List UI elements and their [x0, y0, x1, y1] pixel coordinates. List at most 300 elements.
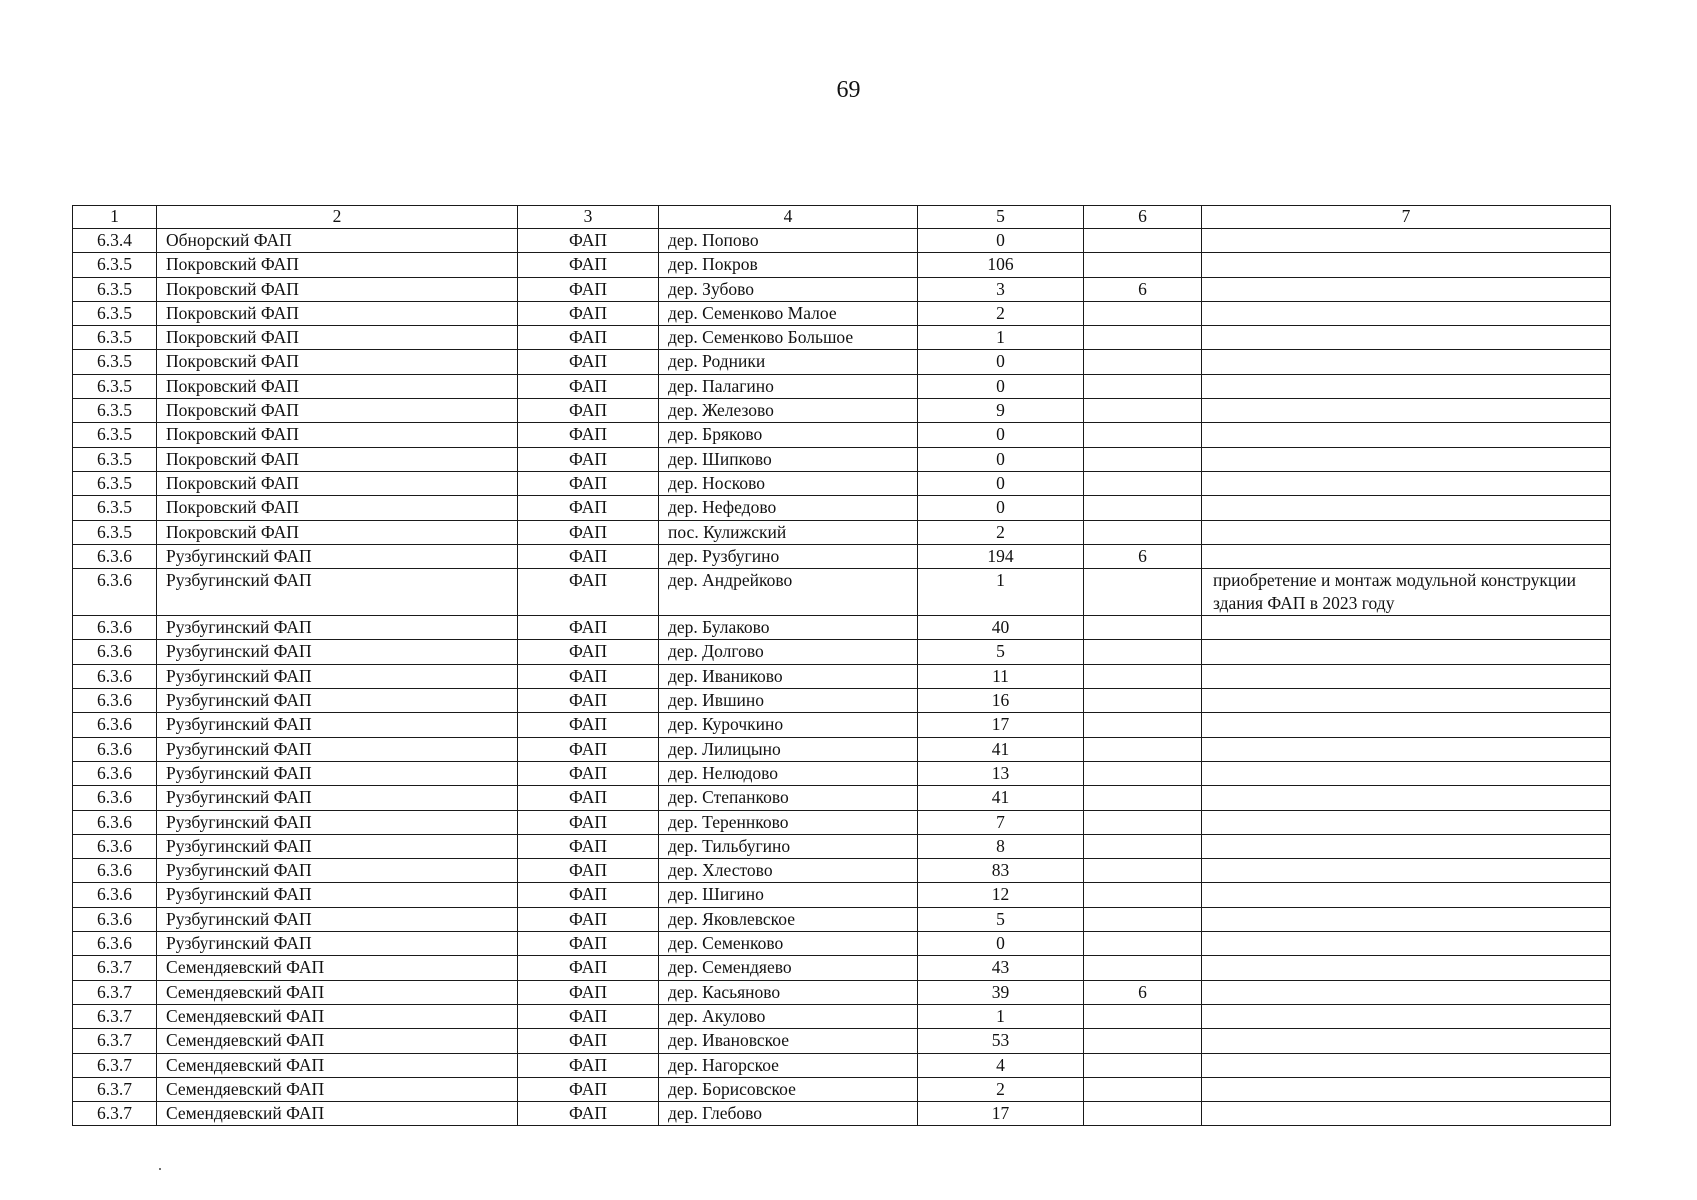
cell-distance	[1084, 423, 1202, 447]
cell-distance	[1084, 761, 1202, 785]
cell-note	[1202, 786, 1611, 810]
cell-population: 0	[918, 447, 1084, 471]
cell-type: ФАП	[518, 664, 659, 688]
cell-number: 6.3.5	[73, 277, 157, 301]
cell-number: 6.3.5	[73, 471, 157, 495]
cell-number: 6.3.7	[73, 1102, 157, 1126]
cell-fap-name: Семендяевский ФАП	[157, 1077, 518, 1101]
cell-type: ФАП	[518, 980, 659, 1004]
cell-number: 6.3.6	[73, 761, 157, 785]
table-row	[73, 301, 1611, 325]
cell-note	[1202, 399, 1611, 423]
table-row	[73, 1004, 1611, 1028]
header-cell-fap-name: 2	[157, 206, 518, 229]
header-cell-distance: 6	[1084, 206, 1202, 229]
cell-distance	[1084, 810, 1202, 834]
cell-fap-name: Покровский ФАП	[157, 496, 518, 520]
cell-type: ФАП	[518, 569, 659, 616]
cell-fap-name: Рузбугинский ФАП	[157, 932, 518, 956]
cell-population: 4	[918, 1053, 1084, 1077]
cell-distance	[1084, 932, 1202, 956]
cell-population: 17	[918, 1102, 1084, 1126]
table-row	[73, 1053, 1611, 1077]
cell-population: 0	[918, 496, 1084, 520]
cell-type: ФАП	[518, 786, 659, 810]
cell-fap-name: Рузбугинский ФАП	[157, 834, 518, 858]
cell-population: 7	[918, 810, 1084, 834]
header-cell-type: 3	[518, 206, 659, 229]
cell-population: 0	[918, 423, 1084, 447]
cell-note	[1202, 737, 1611, 761]
table-body	[73, 229, 1611, 1126]
cell-fap-name: Покровский ФАП	[157, 399, 518, 423]
cell-type: ФАП	[518, 1053, 659, 1077]
cell-distance	[1084, 326, 1202, 350]
cell-note	[1202, 326, 1611, 350]
cell-settlement: дер. Акулово	[659, 1004, 918, 1028]
cell-fap-name: Рузбугинский ФАП	[157, 569, 518, 616]
cell-population: 3	[918, 277, 1084, 301]
cell-settlement: дер. Шипково	[659, 447, 918, 471]
settlements-table	[72, 205, 1611, 1126]
table-row	[73, 713, 1611, 737]
cell-number: 6.3.5	[73, 301, 157, 325]
cell-population: 0	[918, 932, 1084, 956]
cell-population: 39	[918, 980, 1084, 1004]
cell-settlement: дер. Иваниково	[659, 664, 918, 688]
cell-distance	[1084, 399, 1202, 423]
cell-type: ФАП	[518, 471, 659, 495]
cell-type: ФАП	[518, 883, 659, 907]
table-row	[73, 786, 1611, 810]
cell-distance	[1084, 471, 1202, 495]
cell-settlement: дер. Ившино	[659, 689, 918, 713]
table-row	[73, 616, 1611, 640]
cell-note	[1202, 496, 1611, 520]
cell-note	[1202, 956, 1611, 980]
cell-population: 0	[918, 229, 1084, 253]
table-row	[73, 1029, 1611, 1053]
cell-fap-name: Рузбугинский ФАП	[157, 859, 518, 883]
cell-type: ФАП	[518, 253, 659, 277]
cell-distance	[1084, 1029, 1202, 1053]
cell-fap-name: Покровский ФАП	[157, 423, 518, 447]
cell-settlement: пос. Кулижский	[659, 520, 918, 544]
cell-fap-name: Семендяевский ФАП	[157, 1053, 518, 1077]
cell-number: 6.3.5	[73, 423, 157, 447]
cell-note	[1202, 544, 1611, 568]
cell-distance	[1084, 786, 1202, 810]
cell-distance	[1084, 883, 1202, 907]
cell-population: 40	[918, 616, 1084, 640]
table-row	[73, 447, 1611, 471]
cell-distance	[1084, 496, 1202, 520]
cell-fap-name: Семендяевский ФАП	[157, 1004, 518, 1028]
cell-fap-name: Рузбугинский ФАП	[157, 544, 518, 568]
cell-type: ФАП	[518, 932, 659, 956]
cell-number: 6.3.6	[73, 713, 157, 737]
table-row	[73, 496, 1611, 520]
cell-settlement: дер. Долгово	[659, 640, 918, 664]
cell-note	[1202, 761, 1611, 785]
cell-number: 6.3.7	[73, 1053, 157, 1077]
cell-note	[1202, 229, 1611, 253]
table-row	[73, 761, 1611, 785]
cell-number: 6.3.6	[73, 616, 157, 640]
cell-settlement: дер. Зубово	[659, 277, 918, 301]
cell-note	[1202, 834, 1611, 858]
cell-number: 6.3.7	[73, 956, 157, 980]
cell-number: 6.3.6	[73, 737, 157, 761]
cell-fap-name: Семендяевский ФАП	[157, 1102, 518, 1126]
cell-settlement: дер. Палагино	[659, 374, 918, 398]
cell-type: ФАП	[518, 956, 659, 980]
cell-note	[1202, 883, 1611, 907]
cell-number: 6.3.7	[73, 1077, 157, 1101]
table-row	[73, 956, 1611, 980]
header-cell-population: 5	[918, 206, 1084, 229]
cell-number: 6.3.5	[73, 253, 157, 277]
cell-type: ФАП	[518, 761, 659, 785]
cell-settlement: дер. Рузбугино	[659, 544, 918, 568]
cell-number: 6.3.6	[73, 569, 157, 616]
cell-settlement: дер. Семенково	[659, 932, 918, 956]
cell-population: 2	[918, 520, 1084, 544]
cell-fap-name: Покровский ФАП	[157, 520, 518, 544]
cell-distance	[1084, 1077, 1202, 1101]
cell-distance	[1084, 1053, 1202, 1077]
cell-note	[1202, 277, 1611, 301]
cell-type: ФАП	[518, 447, 659, 471]
cell-fap-name: Рузбугинский ФАП	[157, 761, 518, 785]
cell-note	[1202, 520, 1611, 544]
cell-note	[1202, 810, 1611, 834]
cell-note	[1202, 616, 1611, 640]
cell-settlement: дер. Нагорское	[659, 1053, 918, 1077]
cell-population: 16	[918, 689, 1084, 713]
cell-settlement: дер. Попово	[659, 229, 918, 253]
cell-note	[1202, 253, 1611, 277]
table-row	[73, 664, 1611, 688]
cell-note	[1202, 1102, 1611, 1126]
cell-settlement: дер. Семендяево	[659, 956, 918, 980]
cell-fap-name: Обнорский ФАП	[157, 229, 518, 253]
cell-population: 12	[918, 883, 1084, 907]
cell-fap-name: Рузбугинский ФАП	[157, 689, 518, 713]
table-row	[73, 229, 1611, 253]
cell-population: 5	[918, 640, 1084, 664]
cell-number: 6.3.6	[73, 786, 157, 810]
cell-type: ФАП	[518, 689, 659, 713]
cell-number: 6.3.6	[73, 907, 157, 931]
cell-number: 6.3.6	[73, 859, 157, 883]
cell-note	[1202, 640, 1611, 664]
cell-type: ФАП	[518, 229, 659, 253]
cell-type: ФАП	[518, 326, 659, 350]
table-row	[73, 737, 1611, 761]
cell-distance	[1084, 447, 1202, 471]
cell-distance	[1084, 907, 1202, 931]
table-row	[73, 374, 1611, 398]
cell-type: ФАП	[518, 374, 659, 398]
table-row	[73, 471, 1611, 495]
table-row	[73, 326, 1611, 350]
cell-fap-name: Покровский ФАП	[157, 301, 518, 325]
cell-fap-name: Покровский ФАП	[157, 374, 518, 398]
cell-settlement: дер. Покров	[659, 253, 918, 277]
cell-number: 6.3.5	[73, 520, 157, 544]
cell-fap-name: Рузбугинский ФАП	[157, 883, 518, 907]
cell-distance: 6	[1084, 980, 1202, 1004]
cell-type: ФАП	[518, 301, 659, 325]
cell-type: ФАП	[518, 713, 659, 737]
cell-note	[1202, 301, 1611, 325]
cell-population: 1	[918, 569, 1084, 616]
table-row	[73, 569, 1611, 616]
cell-fap-name: Покровский ФАП	[157, 326, 518, 350]
cell-number: 6.3.6	[73, 883, 157, 907]
cell-type: ФАП	[518, 616, 659, 640]
cell-population: 53	[918, 1029, 1084, 1053]
cell-note	[1202, 471, 1611, 495]
table-row	[73, 834, 1611, 858]
cell-settlement: дер. Лилицыно	[659, 737, 918, 761]
cell-settlement: дер. Глебово	[659, 1102, 918, 1126]
table-row	[73, 859, 1611, 883]
cell-note: приобретение и монтаж модульной конструкции здания ФАП в 2023 году	[1202, 569, 1611, 616]
cell-population: 106	[918, 253, 1084, 277]
cell-type: ФАП	[518, 496, 659, 520]
cell-fap-name: Покровский ФАП	[157, 277, 518, 301]
cell-fap-name: Семендяевский ФАП	[157, 1029, 518, 1053]
cell-settlement: дер. Семенково Большое	[659, 326, 918, 350]
cell-population: 0	[918, 374, 1084, 398]
cell-population: 2	[918, 1077, 1084, 1101]
cell-note	[1202, 1004, 1611, 1028]
cell-population: 43	[918, 956, 1084, 980]
cell-type: ФАП	[518, 737, 659, 761]
cell-population: 2	[918, 301, 1084, 325]
cell-distance	[1084, 664, 1202, 688]
cell-distance	[1084, 520, 1202, 544]
table-row	[73, 907, 1611, 931]
table-header-row	[73, 206, 1611, 229]
cell-note	[1202, 447, 1611, 471]
cell-note	[1202, 689, 1611, 713]
cell-number: 6.3.5	[73, 374, 157, 398]
cell-fap-name: Семендяевский ФАП	[157, 980, 518, 1004]
cell-fap-name: Семендяевский ФАП	[157, 956, 518, 980]
cell-fap-name: Рузбугинский ФАП	[157, 640, 518, 664]
cell-population: 5	[918, 907, 1084, 931]
cell-population: 83	[918, 859, 1084, 883]
table-row	[73, 689, 1611, 713]
cell-population: 194	[918, 544, 1084, 568]
cell-settlement: дер. Тильбугино	[659, 834, 918, 858]
cell-number: 6.3.7	[73, 1004, 157, 1028]
cell-fap-name: Рузбугинский ФАП	[157, 737, 518, 761]
cell-distance: 6	[1084, 544, 1202, 568]
header-cell-note: 7	[1202, 206, 1611, 229]
cell-number: 6.3.4	[73, 229, 157, 253]
cell-type: ФАП	[518, 399, 659, 423]
table-row	[73, 1102, 1611, 1126]
cell-note	[1202, 350, 1611, 374]
cell-settlement: дер. Нефедово	[659, 496, 918, 520]
cell-fap-name: Рузбугинский ФАП	[157, 664, 518, 688]
cell-settlement: дер. Родники	[659, 350, 918, 374]
cell-distance	[1084, 689, 1202, 713]
scan-speck	[159, 1168, 161, 1170]
cell-type: ФАП	[518, 810, 659, 834]
cell-number: 6.3.5	[73, 447, 157, 471]
cell-settlement: дер. Ивановское	[659, 1029, 918, 1053]
cell-population: 9	[918, 399, 1084, 423]
cell-note	[1202, 980, 1611, 1004]
cell-type: ФАП	[518, 1077, 659, 1101]
cell-note	[1202, 907, 1611, 931]
cell-distance	[1084, 1102, 1202, 1126]
table-row	[73, 399, 1611, 423]
cell-distance	[1084, 374, 1202, 398]
cell-number: 6.3.5	[73, 399, 157, 423]
cell-settlement: дер. Нелюдово	[659, 761, 918, 785]
table-row	[73, 932, 1611, 956]
header-cell-number: 1	[73, 206, 157, 229]
table-row	[73, 1077, 1611, 1101]
cell-distance: 6	[1084, 277, 1202, 301]
table-row	[73, 253, 1611, 277]
cell-number: 6.3.6	[73, 834, 157, 858]
cell-settlement: дер. Булаково	[659, 616, 918, 640]
cell-note	[1202, 1077, 1611, 1101]
cell-number: 6.3.7	[73, 1029, 157, 1053]
cell-settlement: дер. Яковлевское	[659, 907, 918, 931]
cell-distance	[1084, 834, 1202, 858]
cell-population: 1	[918, 326, 1084, 350]
cell-distance	[1084, 713, 1202, 737]
cell-distance	[1084, 229, 1202, 253]
cell-distance	[1084, 616, 1202, 640]
cell-settlement: дер. Семенково Малое	[659, 301, 918, 325]
cell-settlement: дер. Курочкино	[659, 713, 918, 737]
cell-note	[1202, 664, 1611, 688]
cell-settlement: дер. Степанково	[659, 786, 918, 810]
cell-distance	[1084, 859, 1202, 883]
cell-population: 13	[918, 761, 1084, 785]
cell-fap-name: Покровский ФАП	[157, 447, 518, 471]
cell-fap-name: Рузбугинский ФАП	[157, 616, 518, 640]
cell-population: 1	[918, 1004, 1084, 1028]
cell-fap-name: Покровский ФАП	[157, 253, 518, 277]
table-row	[73, 980, 1611, 1004]
table-row	[73, 520, 1611, 544]
cell-distance	[1084, 253, 1202, 277]
cell-settlement: дер. Хлестово	[659, 859, 918, 883]
cell-note	[1202, 859, 1611, 883]
cell-settlement: дер. Касьяново	[659, 980, 918, 1004]
cell-type: ФАП	[518, 1004, 659, 1028]
cell-settlement: дер. Бряково	[659, 423, 918, 447]
cell-type: ФАП	[518, 1102, 659, 1126]
cell-distance	[1084, 640, 1202, 664]
table-row	[73, 277, 1611, 301]
cell-fap-name: Рузбугинский ФАП	[157, 810, 518, 834]
cell-fap-name: Покровский ФАП	[157, 471, 518, 495]
cell-fap-name: Рузбугинский ФАП	[157, 713, 518, 737]
cell-type: ФАП	[518, 423, 659, 447]
cell-number: 6.3.5	[73, 496, 157, 520]
cell-settlement: дер. Шигино	[659, 883, 918, 907]
cell-settlement: дер. Железово	[659, 399, 918, 423]
header-cell-settlement: 4	[659, 206, 918, 229]
cell-note	[1202, 932, 1611, 956]
cell-settlement: дер. Носково	[659, 471, 918, 495]
cell-number: 6.3.6	[73, 640, 157, 664]
cell-population: 17	[918, 713, 1084, 737]
table-row	[73, 423, 1611, 447]
cell-number: 6.3.7	[73, 980, 157, 1004]
cell-population: 8	[918, 834, 1084, 858]
page-number: 69	[836, 77, 861, 103]
cell-distance	[1084, 301, 1202, 325]
cell-type: ФАП	[518, 907, 659, 931]
cell-population: 0	[918, 350, 1084, 374]
cell-population: 0	[918, 471, 1084, 495]
cell-fap-name: Рузбугинский ФАП	[157, 907, 518, 931]
cell-distance	[1084, 569, 1202, 616]
cell-population: 41	[918, 786, 1084, 810]
cell-note	[1202, 713, 1611, 737]
cell-settlement: дер. Борисовское	[659, 1077, 918, 1101]
cell-number: 6.3.6	[73, 544, 157, 568]
cell-note	[1202, 374, 1611, 398]
cell-distance	[1084, 956, 1202, 980]
table-row	[73, 810, 1611, 834]
cell-distance	[1084, 737, 1202, 761]
cell-number: 6.3.6	[73, 810, 157, 834]
cell-settlement: дер. Тереннково	[659, 810, 918, 834]
cell-distance	[1084, 350, 1202, 374]
cell-type: ФАП	[518, 277, 659, 301]
cell-type: ФАП	[518, 350, 659, 374]
cell-number: 6.3.5	[73, 326, 157, 350]
table-row	[73, 883, 1611, 907]
cell-type: ФАП	[518, 640, 659, 664]
table-row	[73, 640, 1611, 664]
cell-number: 6.3.6	[73, 664, 157, 688]
cell-type: ФАП	[518, 1029, 659, 1053]
cell-type: ФАП	[518, 520, 659, 544]
cell-note	[1202, 1053, 1611, 1077]
cell-settlement: дер. Андрейково	[659, 569, 918, 616]
cell-note	[1202, 423, 1611, 447]
table-row	[73, 350, 1611, 374]
cell-number: 6.3.5	[73, 350, 157, 374]
cell-population: 41	[918, 737, 1084, 761]
cell-fap-name: Покровский ФАП	[157, 350, 518, 374]
cell-distance	[1084, 1004, 1202, 1028]
cell-type: ФАП	[518, 834, 659, 858]
cell-number: 6.3.6	[73, 689, 157, 713]
cell-type: ФАП	[518, 859, 659, 883]
cell-fap-name: Рузбугинский ФАП	[157, 786, 518, 810]
cell-note	[1202, 1029, 1611, 1053]
cell-population: 11	[918, 664, 1084, 688]
table-row	[73, 544, 1611, 568]
cell-number: 6.3.6	[73, 932, 157, 956]
cell-type: ФАП	[518, 544, 659, 568]
